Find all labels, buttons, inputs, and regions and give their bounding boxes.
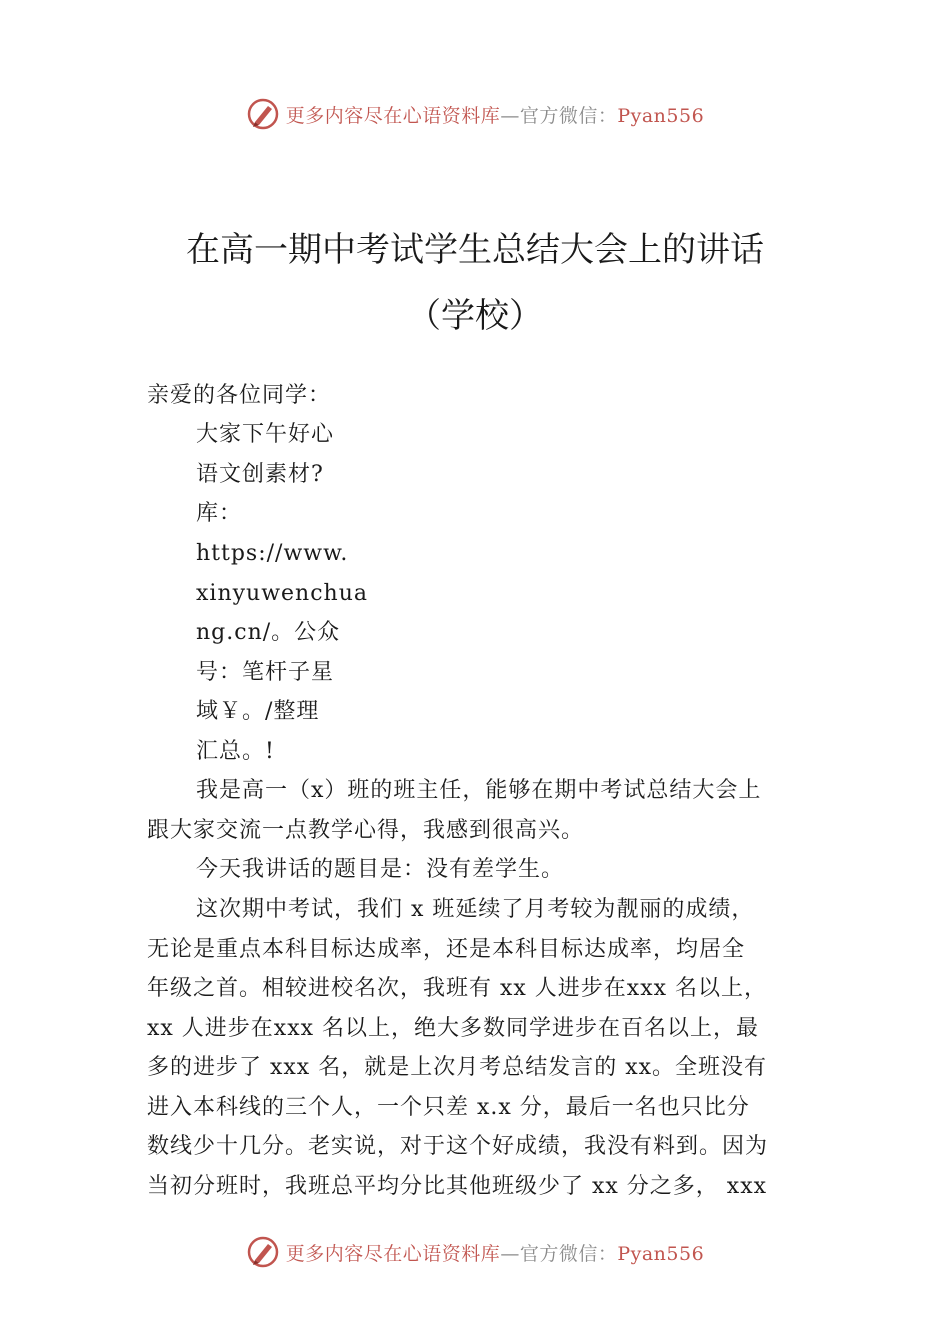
document-title: 在高一期中考试学生总结大会上的讲话: [186, 230, 764, 270]
paragraph-line: 当初分班时，我班总平均分比其他班级少了 xx 分之多， xxx: [147, 1174, 768, 1199]
banner-brand: 更多内容尽在心语资料库: [285, 1242, 501, 1265]
paragraph-line: 进入本科线的三个人，一个只差 x.x 分，最后一名也只比分: [147, 1095, 750, 1120]
col-line: 域￥。/整理: [196, 699, 320, 724]
paragraph-line: 多的进步了 xxx 名，就是上次月考总结发言的 xx。全班没有: [147, 1055, 768, 1080]
col-line: https://www.: [196, 541, 349, 566]
banner-separator: —官方微信：: [500, 1242, 618, 1265]
paragraph-line: xx 人进步在xxx 名以上，绝大多数同学进步在百名以上，最: [147, 1016, 760, 1041]
banner-brand: 更多内容尽在心语资料库: [285, 104, 501, 127]
col-line: 汇总。!: [196, 739, 275, 764]
greeting: 亲爱的各位同学：: [147, 383, 332, 408]
col-line: xinyuwenchua: [196, 581, 369, 606]
col-line: 语文创素材?: [196, 462, 324, 487]
pen-logo-icon: [246, 97, 280, 131]
banner-wechat-id: Pyan556: [617, 1242, 705, 1265]
col-line: ng.cn/。公众: [196, 620, 341, 645]
paragraph-line: 今天我讲话的题目是：没有差学生。: [196, 857, 565, 882]
paragraph-line: 无论是重点本科目标达成率，还是本科目标达成率，均居全: [147, 937, 746, 962]
banner-wechat-id: Pyan556: [617, 104, 705, 127]
document-subtitle: （学校）: [407, 296, 543, 336]
col-line: 号：笔杆子星: [196, 660, 335, 685]
header-banner: [0, 94, 950, 134]
banner-label: [286, 101, 704, 128]
pen-logo-icon: [246, 1235, 280, 1269]
footer-banner: [0, 1232, 950, 1272]
banner-separator: —官方微信：: [500, 104, 618, 127]
paragraph-line: 年级之首。相较进校名次，我班有 xx 人进步在xxx 名以上，: [147, 976, 768, 1001]
banner-label: [286, 1239, 704, 1266]
paragraph-line: 数线少十几分。老实说，对于这个好成绩，我没有料到。因为: [147, 1134, 769, 1159]
paragraph-line: 我是高一（x）班的班主任，能够在期中考试总结大会上: [196, 778, 762, 803]
paragraph-line: 跟大家交流一点教学心得，我感到很高兴。: [147, 818, 585, 843]
col-line: 库：: [196, 501, 243, 526]
paragraph-line: 这次期中考试，我们 x 班延续了月考较为靓丽的成绩，: [196, 897, 755, 922]
col-line: 大家下午好心: [196, 422, 335, 447]
